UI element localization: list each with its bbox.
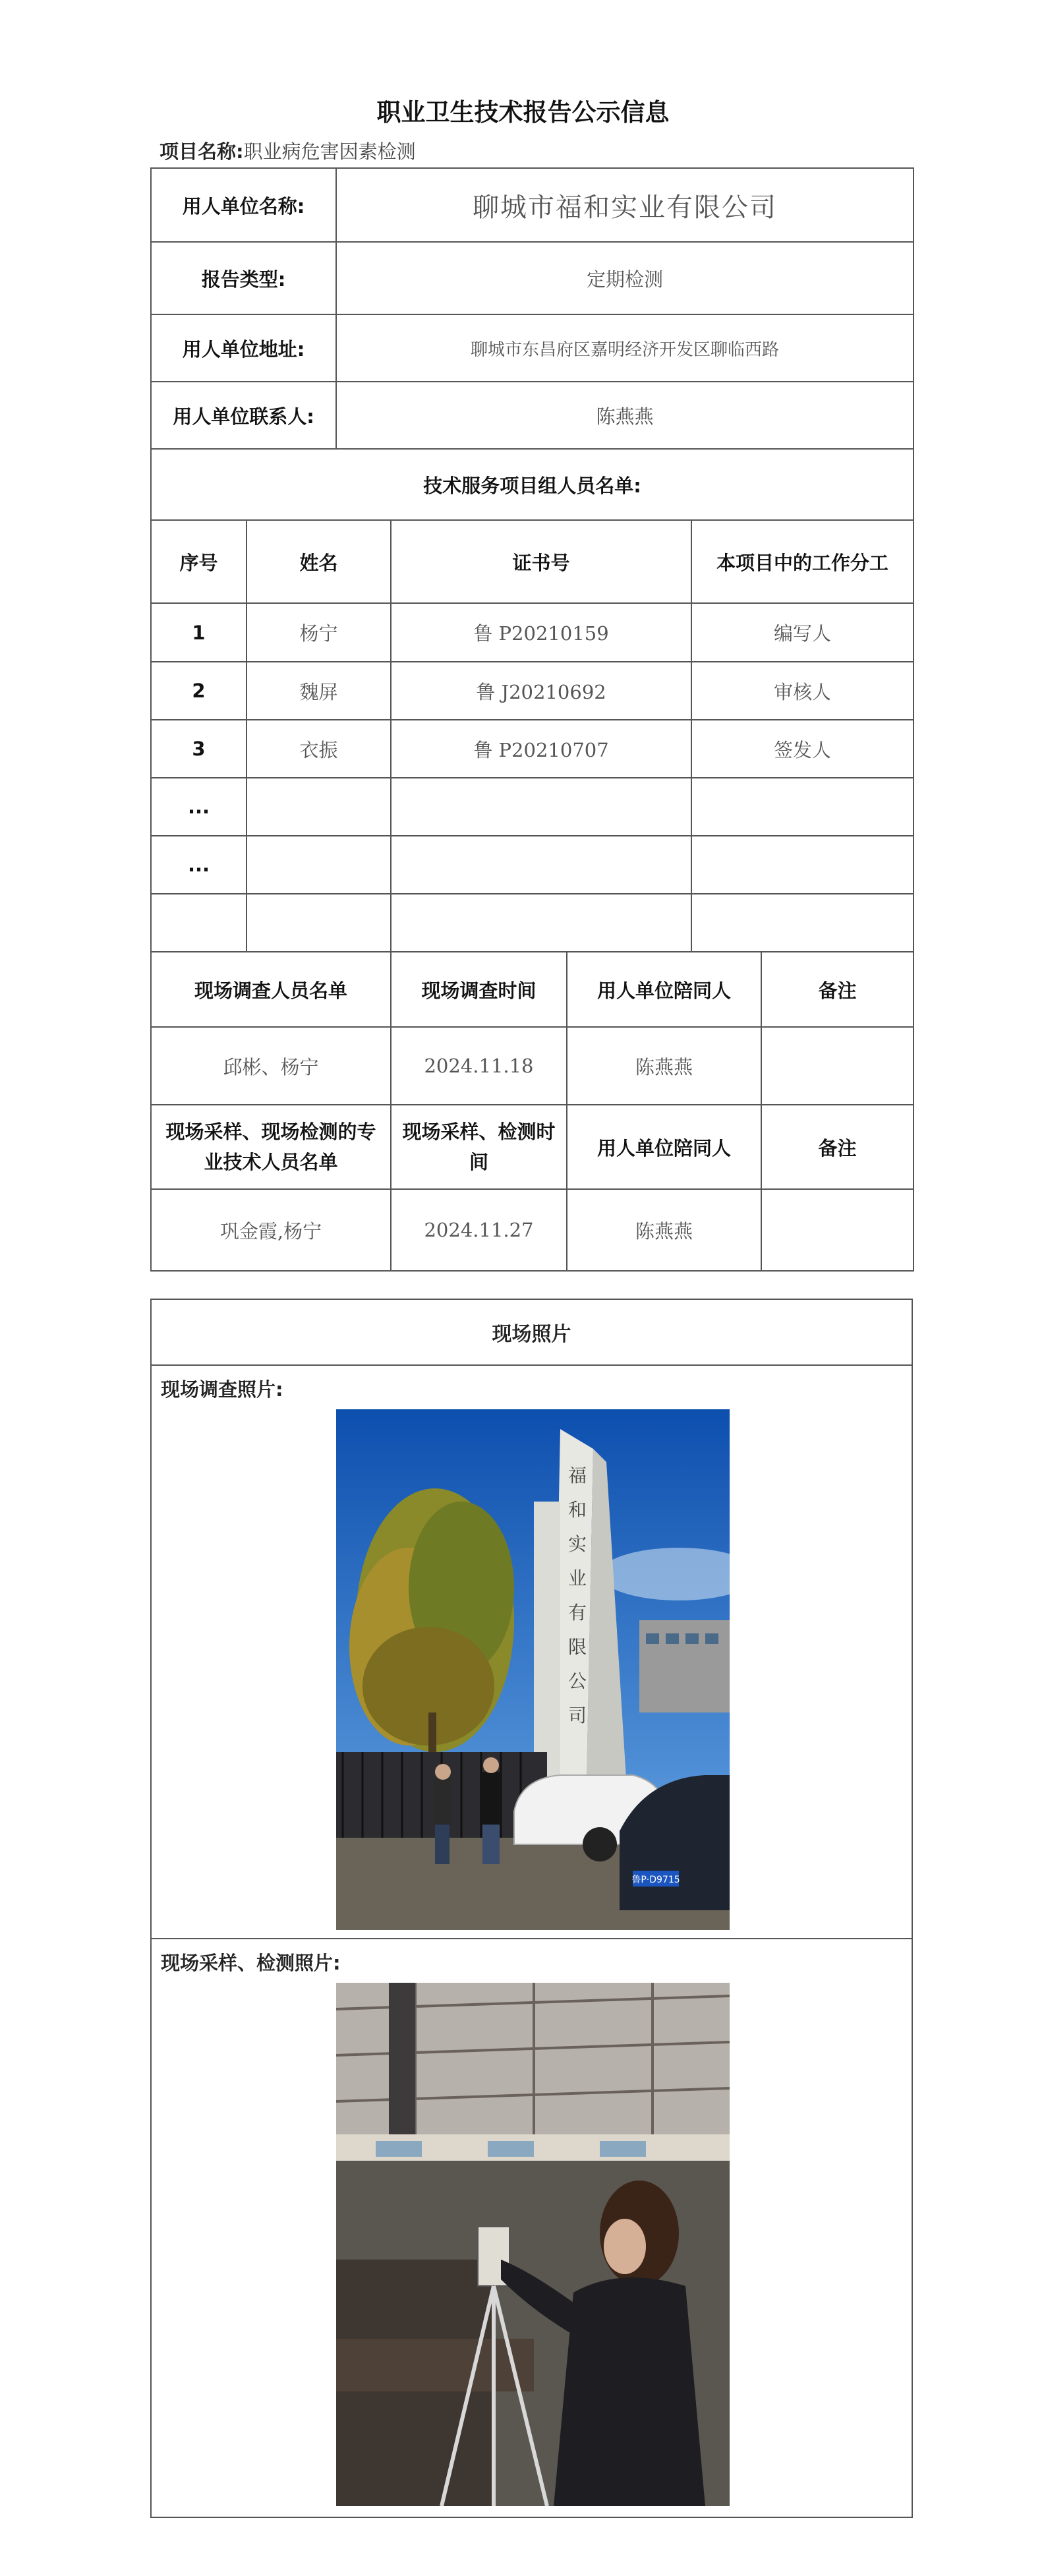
team-table [150,519,914,952]
survey-header-people: 现场调查人员名单 [151,952,391,1027]
survey-photo [336,1409,730,1930]
team-row-no [151,894,247,952]
sampling-header-people: 现场采样、现场检测的专业技术人员名单 [151,1105,391,1189]
team-row-cert: 鲁 P20210707 [391,720,691,778]
page-title: 职业卫生技术报告公示信息 [376,98,670,127]
team-row-cert [391,894,691,952]
employer-label: 用人单位名称: [151,168,336,242]
team-row-role: 审核人 [691,662,914,720]
team-row-name: 杨宁 [247,603,391,662]
address-label: 用人单位地址: [151,314,336,382]
survey-header-escort: 用人单位陪同人 [567,952,761,1027]
survey-people: 邱彬、杨宁 [151,1027,391,1105]
team-row-role [691,894,914,952]
team-row-role: 签发人 [691,720,914,778]
project-name-value: 职业病危害因素检测 [243,140,416,163]
survey-note [761,1027,914,1105]
team-row-no: ... [151,778,247,836]
team-row-role [691,836,914,894]
team-row-no: 2 [151,662,247,720]
team-row-name [247,836,391,894]
team-row-cert: 鲁 P20210159 [391,603,691,662]
sampling-date: 2024.11.27 [391,1189,567,1271]
sampling-header-note: 备注 [761,1105,914,1189]
team-row-name [247,894,391,952]
table-row [151,720,914,778]
employer-value: 聊城市福和实业有限公司 [336,168,914,242]
team-header-name: 姓名 [247,520,391,603]
survey-photo-label: 现场调查照片: [161,1378,283,1401]
team-row-name [247,778,391,836]
sampling-note [761,1189,914,1271]
table-row [151,662,914,720]
contact-label: 用人单位联系人: [151,382,336,449]
site-photos-panel [150,1299,913,2518]
sampling-escort: 陈燕燕 [567,1189,761,1271]
photos-heading: 现场照片 [152,1300,912,1366]
survey-date: 2024.11.18 [391,1027,567,1105]
survey-header-date: 现场调查时间 [391,952,567,1027]
sampling-photo-label: 现场采样、检测照片: [161,1952,341,1974]
team-header-no: 序号 [151,520,247,603]
team-row-name: 魏屏 [247,662,391,720]
report-type-label: 报告类型: [151,242,336,314]
team-row-no: 3 [151,720,247,778]
project-name [160,137,416,164]
team-row-no: 1 [151,603,247,662]
address-value: 聊城市东昌府区嘉明经济开发区聊临西路 [336,314,914,382]
project-name-label: 项目名称: [160,140,244,163]
team-row-cert: 鲁 J20210692 [391,662,691,720]
survey-photo-section [152,1366,912,1939]
table-row [151,836,914,894]
info-table [150,167,914,521]
table-row [151,1027,914,1105]
sampling-header-date: 现场采样、检测时间 [391,1105,567,1189]
contact-value: 陈燕燕 [336,382,914,449]
table-row [151,1189,914,1271]
team-row-name: 衣振 [247,720,391,778]
sampling-photo [336,1983,730,2506]
team-row-cert [391,778,691,836]
sampling-photo-section [152,1939,912,2519]
team-heading: 技术服务项目组人员名单: [151,449,914,520]
report-type-value: 定期检测 [336,242,914,314]
survey-header-note: 备注 [761,952,914,1027]
team-header-cert: 证书号 [391,520,691,603]
table-row [151,894,914,952]
table-row [151,778,914,836]
team-row-role: 编写人 [691,603,914,662]
survey-escort: 陈燕燕 [567,1027,761,1105]
team-row-role [691,778,914,836]
team-row-no: ... [151,836,247,894]
team-header-role: 本项目中的工作分工 [691,520,914,603]
survey-table [150,951,914,1272]
sampling-people: 巩金霞,杨宁 [151,1189,391,1271]
sampling-header-escort: 用人单位陪同人 [567,1105,761,1189]
license-plate: 鲁P·D9715 [631,1875,680,1885]
team-row-cert [391,836,691,894]
sign-text: 福和实业有限公司 [568,1465,587,1726]
table-row [151,603,914,662]
